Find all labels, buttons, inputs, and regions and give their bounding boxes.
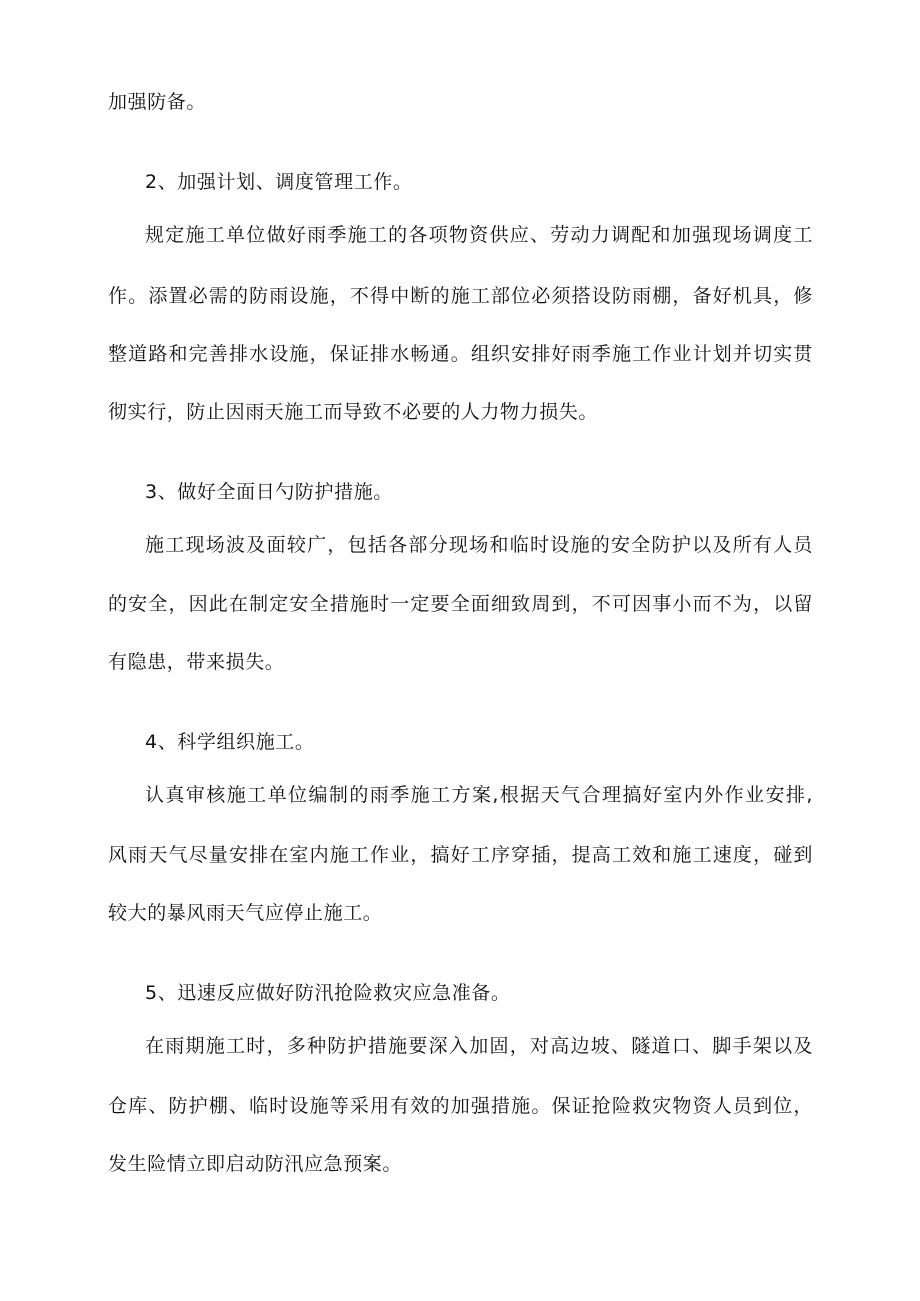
- section-heading-2: 2、加强计划、调度管理工作。: [145, 171, 413, 193]
- section-heading-5: 5、迅速反应做好防汛抢险救灾应急准备。: [145, 982, 511, 1004]
- text-line: 作。添置必需的防雨设施，不得中断的施工部位必须搭设防雨棚，备好机具，修: [108, 285, 813, 307]
- text-line: 的安全，因此在制定安全措施时一定要全面细致周到，不可因事小而不为，以留: [108, 593, 813, 615]
- text-line: 仓库、防护棚、临时设施等采用有效的加强措施。保证抢险救灾物资人员到位，: [108, 1095, 813, 1117]
- text-line: 加强防备。: [108, 91, 207, 113]
- text-line: 在雨期施工时，多种防护措施要深入加固，对高边坡、隧道口、脚手架以及: [145, 1035, 813, 1057]
- text-line: 有隐患，带来损失。: [108, 651, 285, 673]
- text-line: 较大的暴风雨天气应停止施工。: [108, 902, 383, 924]
- section-heading-3: 3、做好全面日勺防护措施。: [145, 481, 393, 503]
- text-line: 整道路和完善排水设施，保证排水畅通。组织安排好雨季施工作业计划并切实贯: [108, 343, 813, 365]
- section-heading-4: 4、科学组织施工。: [145, 731, 315, 753]
- text-line: 施工现场波及面较广，包括各部分现场和临时设施的安全防护以及所有人员: [145, 534, 813, 556]
- text-line: 规定施工单位做好雨季施工的各项物资供应、劳动力调配和加强现场调度工: [145, 224, 813, 246]
- text-line: 风雨天气尽量安排在室内施工作业，搞好工序穿插，提高工效和施工速度，碰到: [108, 844, 813, 866]
- text-line: 彻实行，防止因雨天施工而导致不必要的人力物力损失。: [108, 401, 599, 423]
- text-line: 认真审核施工单位编制的雨季施工方案,根据天气合理搞好室内外作业安排,: [145, 784, 813, 806]
- text-line: 发生险情立即启动防汛应急预案。: [108, 1153, 403, 1175]
